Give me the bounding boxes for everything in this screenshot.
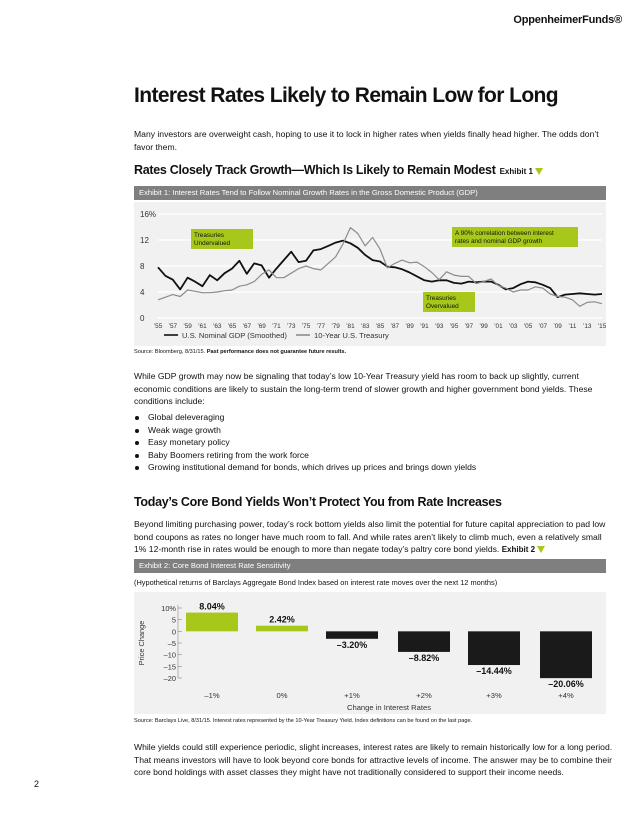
x-tick-label: ’93 — [434, 323, 444, 330]
page-number: 2 — [34, 779, 40, 789]
bar — [540, 631, 592, 678]
x-tick-label: ’01 — [494, 323, 503, 330]
x-tick-label: ’61 — [198, 323, 207, 330]
section2-heading: Today’s Core Bond Yields Won’t Protect You from Rate Increases — [134, 495, 502, 509]
exhibit2-bar: Exhibit 2: Core Bond Interest Rate Sensitivity — [134, 559, 606, 573]
y-tick-label: 8 — [140, 262, 145, 271]
x-tick-label: ’05 — [523, 323, 533, 330]
annotation-text: rates and nominal GDP growth — [455, 238, 543, 245]
legend-label: 10-Year U.S. Treasury — [314, 331, 389, 340]
exhibit1-disclaimer: Past performance does not guarantee future results. — [206, 349, 347, 355]
x-tick-label: ’15 — [597, 323, 606, 330]
y-tick-label: –20 — [163, 674, 176, 683]
x-tick-label: ’13 — [582, 323, 592, 330]
bar — [398, 631, 450, 652]
section1-heading — [134, 163, 543, 177]
triangle-down-icon — [537, 546, 545, 553]
y-axis-label: Price Change — [137, 620, 146, 666]
brand-logo: OppenheimerFunds® — [513, 14, 622, 26]
x-tick-label: ’73 — [286, 323, 296, 330]
y-tick-label: –15 — [163, 662, 176, 672]
y-tick-label: 10% — [161, 604, 176, 613]
x-tick-label: ’11 — [568, 323, 577, 330]
list-item: Baby Boomers retiring from the work force — [134, 449, 614, 462]
page-title: Interest Rates Likely to Remain Low for Long — [134, 84, 559, 107]
data-label: –8.82% — [408, 652, 440, 663]
exhibit1-source-text: Source: Bloomberg, 8/31/15. — [134, 349, 207, 355]
paragraph-2-text: Beyond limiting purchasing power, today’s rock bottom yields also limit the potential for future capital appreciation to pad low bond coupons as rates no longer have much room to fall. And while rates aren’t likely to climb much, even a relatively small 1% 12-month rise in rates would be enough to more than negate today’s paltry core bond yields. — [134, 519, 606, 554]
legend-label: U.S. Nominal GDP (Smoothed) — [182, 331, 287, 340]
x-tick-label: ’83 — [360, 323, 370, 330]
annotation-text: Overvalued — [426, 303, 459, 310]
data-label: –3.20% — [336, 639, 368, 650]
y-tick-label: 16% — [140, 210, 157, 219]
exhibit1-panel — [134, 202, 606, 346]
bar — [186, 613, 238, 632]
x-tick-label: ’55 — [153, 323, 163, 330]
bar — [468, 631, 520, 665]
triangle-down-icon — [535, 168, 543, 175]
paragraph-2 — [134, 518, 614, 557]
x-tick-label: +1% — [344, 691, 360, 700]
data-label: 2.42% — [269, 614, 295, 625]
exhibit2-subtitle: (Hypothetical returns of Barclays Aggregate Bond Index based on interest rate moves over the next 12 months) — [134, 578, 498, 587]
x-tick-label: ’77 — [316, 323, 326, 330]
x-tick-label: ’59 — [183, 323, 192, 330]
section1-heading-text: Rates Closely Track Growth—Which Is Likely to Remain Modest — [134, 163, 496, 177]
x-tick-label: ’09 — [553, 323, 562, 330]
x-tick-label: ’87 — [390, 323, 400, 330]
annotation-text: Treasuries — [426, 295, 456, 302]
y-tick-label: –5 — [167, 639, 176, 648]
y-tick-label: 4 — [140, 288, 145, 297]
x-tick-label: ’69 — [257, 323, 266, 330]
paragraph-1: While GDP growth may now be signaling that today’s low 10-Year Treasury yield has room to back up slightly, current economic conditions are likely to sustain the long-term trend of slower growth and higher government bond yields. These conditions include: — [134, 371, 593, 406]
x-tick-label: ’89 — [405, 323, 414, 330]
x-tick-label: ’65 — [227, 323, 237, 330]
list-item: Growing institutional demand for bonds, which drives up prices and brings down yields — [134, 461, 614, 474]
intro-paragraph: Many investors are overweight cash, hoping to use it to lock in higher rates when yields finally head higher. The odds don’t favor them. — [134, 129, 599, 152]
exhibit1-source — [134, 349, 346, 355]
x-tick-label: ’81 — [346, 323, 355, 330]
list-item: Weak wage growth — [134, 424, 614, 437]
x-tick-label: ’57 — [168, 323, 178, 330]
annotation-text: A 90% correlation between interest — [455, 230, 554, 237]
bar — [326, 631, 378, 638]
x-tick-label: ’99 — [479, 323, 488, 330]
x-tick-label: ’07 — [538, 323, 548, 330]
bar-chart — [134, 592, 606, 714]
exhibit2-source: Source: Barclays Live, 8/31/15. Interest rates represented by the 10-Year Treasury Yield. Index definitions can be found on the last page. — [134, 718, 473, 724]
paragraph-3: While yields could still experience periodic, slight increases, interest rates are likely to remain historically low for a long period. That means investors will have to look beyond core bonds for attractive levels of income. The answer may be to combine their core bond holdings with asset classes they might have not traditionally considered to support their income needs. — [134, 742, 613, 777]
x-tick-label: ’63 — [212, 323, 222, 330]
exhibit2-ref[interactable]: Exhibit 2 — [501, 545, 536, 554]
bar — [256, 626, 308, 632]
x-axis-label: Change in Interest Rates — [346, 703, 432, 712]
x-tick-label: ’91 — [420, 323, 429, 330]
x-tick-label: ’85 — [375, 323, 385, 330]
conditions-list — [134, 411, 614, 474]
x-tick-label: ’71 — [272, 323, 281, 330]
x-tick-label: ’03 — [508, 323, 518, 330]
data-label: –20.06% — [548, 679, 584, 690]
y-tick-label: 12 — [140, 236, 149, 245]
x-tick-label: +2% — [416, 691, 432, 700]
list-item: Easy monetary policy — [134, 436, 614, 449]
x-tick-label: 0% — [276, 691, 288, 700]
x-tick-label: ’75 — [301, 323, 311, 330]
exhibit1-bar: Exhibit 1: Interest Rates Tend to Follow Nominal Growth Rates in the Gross Domestic Product (GDP) — [134, 186, 606, 200]
x-tick-label: ’97 — [464, 323, 474, 330]
x-tick-label: ’67 — [242, 323, 252, 330]
x-tick-label: +4% — [558, 691, 574, 700]
x-tick-label: ’95 — [449, 323, 459, 330]
exhibit1-ref[interactable]: Exhibit 1 — [499, 167, 533, 176]
data-label: –14.44% — [476, 666, 512, 677]
y-tick-label: 0 — [140, 314, 145, 323]
list-item: Global deleveraging — [134, 411, 614, 424]
y-tick-label: 0 — [171, 627, 176, 637]
annotation-text: Undervalued — [194, 240, 231, 247]
x-tick-label: +3% — [486, 691, 502, 700]
x-tick-label: –1% — [204, 691, 220, 700]
annotation-text: Treasuries — [194, 232, 224, 239]
x-tick-label: ’79 — [331, 323, 340, 330]
data-label: 8.04% — [199, 601, 225, 612]
y-tick-label: 5 — [171, 615, 176, 625]
y-tick-label: –10 — [163, 650, 176, 660]
exhibit2-panel — [134, 592, 606, 714]
line-chart — [134, 202, 606, 346]
